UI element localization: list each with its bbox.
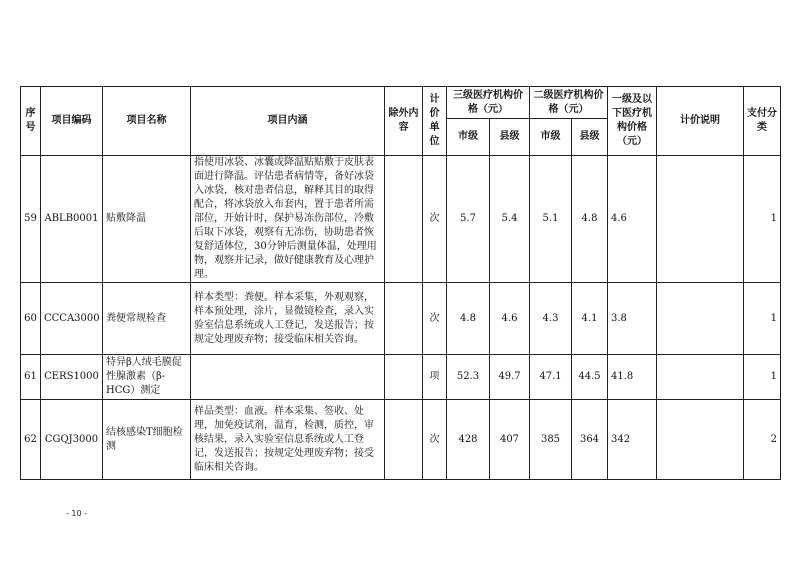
row-t2-county: 44.5 xyxy=(572,355,608,400)
row-excluded xyxy=(385,283,423,355)
row-unit: 次 xyxy=(423,400,447,480)
row-name: 粪便常规检查 xyxy=(103,283,191,355)
header-excluded: 除外内容 xyxy=(385,87,423,156)
table-row xyxy=(21,283,781,355)
header-tier2-county: 县级 xyxy=(572,119,608,156)
table-row xyxy=(21,400,781,480)
row-t1: 41.8 xyxy=(608,355,657,400)
row-pay: 2 xyxy=(744,400,781,480)
header-tier2-city: 市级 xyxy=(530,119,572,156)
row-t2-city: 385 xyxy=(530,400,572,480)
row-t1: 4.6 xyxy=(608,156,657,283)
header-note: 计价说明 xyxy=(657,87,744,156)
row-excluded xyxy=(385,400,423,480)
row-t3-county: 49.7 xyxy=(490,355,530,400)
header-tier1: 一级及以下医疗机构价格（元） xyxy=(608,87,657,156)
row-seq: 61 xyxy=(21,355,41,400)
header-pay: 支付分类 xyxy=(744,87,781,156)
row-note xyxy=(657,156,744,283)
header-seq: 序号 xyxy=(21,87,41,156)
row-seq: 62 xyxy=(21,400,41,480)
table-row xyxy=(21,355,781,400)
row-content: 指使用冰袋、冰囊或降温贴贴敷于皮肤表面进行降温。评估患者病情等，备好冰袋入冰袋，核对患者信息，解释其目的取得配合，将冰袋放入布套内，置于患者所需部位，开始计时，保护易冻伤部位，冷敷后取下冰袋，观察有无冻伤，协助患者恢复舒适体位，30分钟后测量体温，处理用物，观察并记录，做好健康教育及心理护理。 xyxy=(191,156,385,283)
header-tier3: 三级医疗机构价格（元） xyxy=(447,87,530,119)
row-name: 结核感染T细胞检测 xyxy=(103,400,191,480)
row-t3-city: 428 xyxy=(447,400,490,480)
row-code: CCCA3000 xyxy=(41,283,103,355)
row-content xyxy=(191,355,385,400)
row-unit: 次 xyxy=(423,156,447,283)
row-pay: 1 xyxy=(744,355,781,400)
row-seq: 59 xyxy=(21,156,41,283)
row-t2-county: 4.1 xyxy=(572,283,608,355)
row-excluded xyxy=(385,355,423,400)
row-name: 特异β人绒毛膜促性腺激素（β-HCG）测定 xyxy=(103,355,191,400)
header-tier3-county: 县级 xyxy=(490,119,530,156)
row-t2-county: 364 xyxy=(572,400,608,480)
row-code: ABLB0001 xyxy=(41,156,103,283)
row-t2-city: 47.1 xyxy=(530,355,572,400)
row-note xyxy=(657,400,744,480)
row-t1: 3.8 xyxy=(608,283,657,355)
row-content: 样本类型：粪便。样本采集，外观观察，样本预处理，涂片，显微镜检查，录入实验室信息系统或人工登记，发送报告；按规定处理废弃物；接受临床相关咨询。 xyxy=(191,283,385,355)
row-excluded xyxy=(385,156,423,283)
table-row xyxy=(21,156,781,283)
row-t3-county: 5.4 xyxy=(490,156,530,283)
row-t3-city: 4.8 xyxy=(447,283,490,355)
price-table xyxy=(20,86,781,480)
row-name: 贴敷降温 xyxy=(103,156,191,283)
row-t2-city: 4.3 xyxy=(530,283,572,355)
header-tier3-city: 市级 xyxy=(447,119,490,156)
row-content: 样品类型：血液。样本采集、签收、处理，加免疫试剂，温育，检测，质控，审核结果，录入实验室信息系统或人工登记，发送报告；按规定处理废弃物；接受临床相关咨询。 xyxy=(191,400,385,480)
row-t3-city: 52.3 xyxy=(447,355,490,400)
row-pay: 1 xyxy=(744,156,781,283)
row-pay: 1 xyxy=(744,283,781,355)
page-number: - 10 - xyxy=(66,509,88,518)
header-content: 项目内涵 xyxy=(191,87,385,156)
row-t3-city: 5.7 xyxy=(447,156,490,283)
row-unit: 项 xyxy=(423,355,447,400)
header-unit: 计价单位 xyxy=(423,87,447,156)
header-name: 项目名称 xyxy=(103,87,191,156)
row-code: CERS1000 xyxy=(41,355,103,400)
header-code: 项目编码 xyxy=(41,87,103,156)
row-unit: 次 xyxy=(423,283,447,355)
row-code: CGQJ3000 xyxy=(41,400,103,480)
row-t1: 342 xyxy=(608,400,657,480)
row-note xyxy=(657,355,744,400)
row-t3-county: 4.6 xyxy=(490,283,530,355)
row-note xyxy=(657,283,744,355)
row-t2-city: 5.1 xyxy=(530,156,572,283)
header-tier2: 二级医疗机构价格（元） xyxy=(530,87,608,119)
row-seq: 60 xyxy=(21,283,41,355)
row-t3-county: 407 xyxy=(490,400,530,480)
row-t2-county: 4.8 xyxy=(572,156,608,283)
